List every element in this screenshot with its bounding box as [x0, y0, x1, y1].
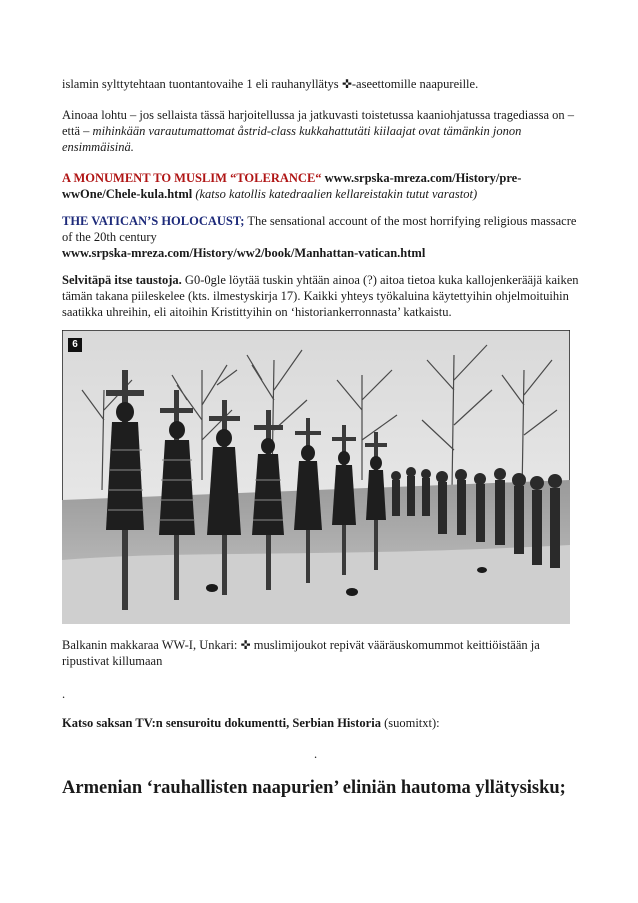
comfort-text: Ainoaa lohtu – jos sellaista tässä harjoitellussa ja jatkuvasti toistetussa kaaniohjatussa tragediassa on – että – — [62, 108, 575, 138]
vatican-link[interactable]: www.srpska-mreza.com/History/ww2/book/Manhattan-vatican.html — [62, 246, 426, 260]
monument-paragraph — [62, 170, 582, 202]
monument-title: A MONUMENT TO MUSLIM “TOLERANCE“ — [62, 171, 322, 185]
vatican-paragraph — [62, 213, 582, 261]
background-paragraph — [62, 272, 582, 320]
historical-photo — [62, 330, 570, 624]
documentary-paragraph — [62, 715, 440, 731]
comfort-italic: mihinkään varautumattomat åstrid-class kukkahattutäti kiilaajat ovat tämänkin jonon ensimmäisinä. — [62, 124, 522, 154]
photo-caption — [62, 637, 582, 669]
background-text: G0-0gle löytää tuskin yhtään ainoa (?) aitoa tietoa kuka kallojenkerääjä kaiken tämän takana piileskelee (kts. ilmestyskirja 17). Kaikki yhteys työkaluina käytettyihin ohjelmoituihin saatikka uhreihin, eli aitoihin Kristittyihin on ‘historiankerronnasta’ katkaistu. — [62, 273, 579, 319]
monument-link[interactable]: www.srpska-mreza.com/History/pre-wwOne/Chele-kula.html — [62, 171, 522, 201]
documentary-note: (suomitxt): — [380, 716, 440, 730]
caption-text: Balkanin makkaraa WW-I, Unkari: — [62, 638, 241, 652]
photo-number-label: 6 — [72, 339, 78, 350]
documentary-title: Katso saksan TV:n sensuroitu dokumentti, Serbian Historia — [62, 716, 381, 730]
vatican-title: THE VATICAN’S HOLOCAUST; — [62, 214, 245, 228]
cross-pattee-icon: ✜ — [341, 77, 352, 91]
separator-dot: . — [62, 687, 66, 701]
intro-text: islamin sylttytehtaan tuontantovaihe 1 eli rauhanyllätys — [62, 77, 342, 91]
comfort-paragraph — [62, 107, 582, 155]
separator-dot: . — [314, 747, 318, 761]
vatican-text: The sensational account of the most horrifying religious massacre of the 20th century — [62, 214, 577, 244]
section-heading: Armenian ‘rauhallisten naapurien’ eliniän hautoma yllätysisku; — [62, 778, 566, 798]
cross-pattee-icon: ✜ — [240, 638, 251, 652]
monument-note: (katso katollis katedraalien kellareistakin tutut varastot) — [192, 187, 478, 201]
intro-line — [62, 76, 478, 92]
caption-rest: muslimijoukot repivät vääräuskomummot keittiöistään ja ripustivat killumaan — [62, 638, 540, 668]
background-lead: Selvitäpä itse taustoja. — [62, 273, 182, 287]
intro-suffix: -aseettomille naapureille. — [351, 77, 479, 91]
